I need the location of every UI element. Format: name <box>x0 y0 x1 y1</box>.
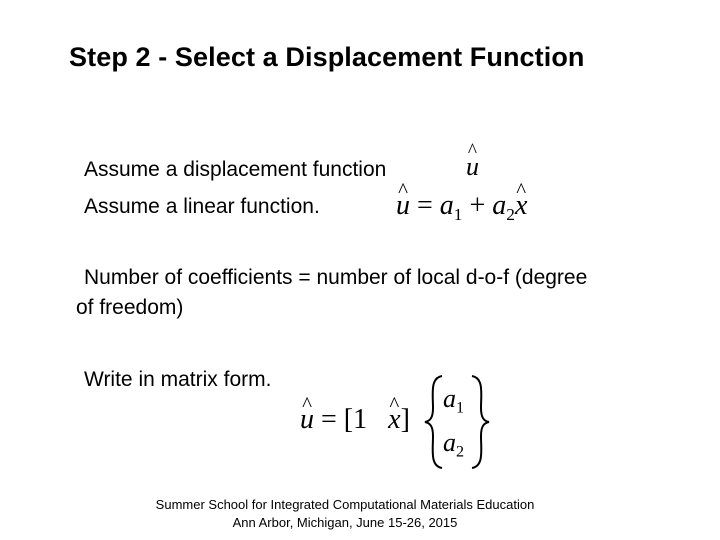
vector-a2: $a_2$ <box>443 428 465 461</box>
footer-location-date: Ann Arbor, Michigan, June 15-26, 2015 <box>232 515 458 530</box>
bullet-linear-function: Assume a linear function. <box>84 195 320 218</box>
right-brace <box>468 374 492 470</box>
u-hat-symbol: ^ u <box>466 152 479 182</box>
bullet-matrix-form: Write in matrix form. <box>84 368 272 391</box>
equation-u-hat <box>466 152 479 182</box>
bullet-coefficients-line-2: of freedom) <box>76 296 184 319</box>
equation-matrix-form: ^ u = [1 ^ x] <box>300 404 410 436</box>
equation-linear-displacement: ^ $u = a_1$ + $a_2\^{}$ x <box>396 190 527 225</box>
footer-school: Summer School for Integrated Computational Materials Education <box>155 497 535 512</box>
bullet-coefficients-line-1: Number of coefficients = number of local d-o-f (degree <box>84 266 588 289</box>
bullet-displacement-function: Assume a displacement function <box>84 158 387 181</box>
slide-title: Step 2 - Select a Displacement Function <box>69 42 585 72</box>
vector-a1: $a_1$ <box>443 384 465 417</box>
